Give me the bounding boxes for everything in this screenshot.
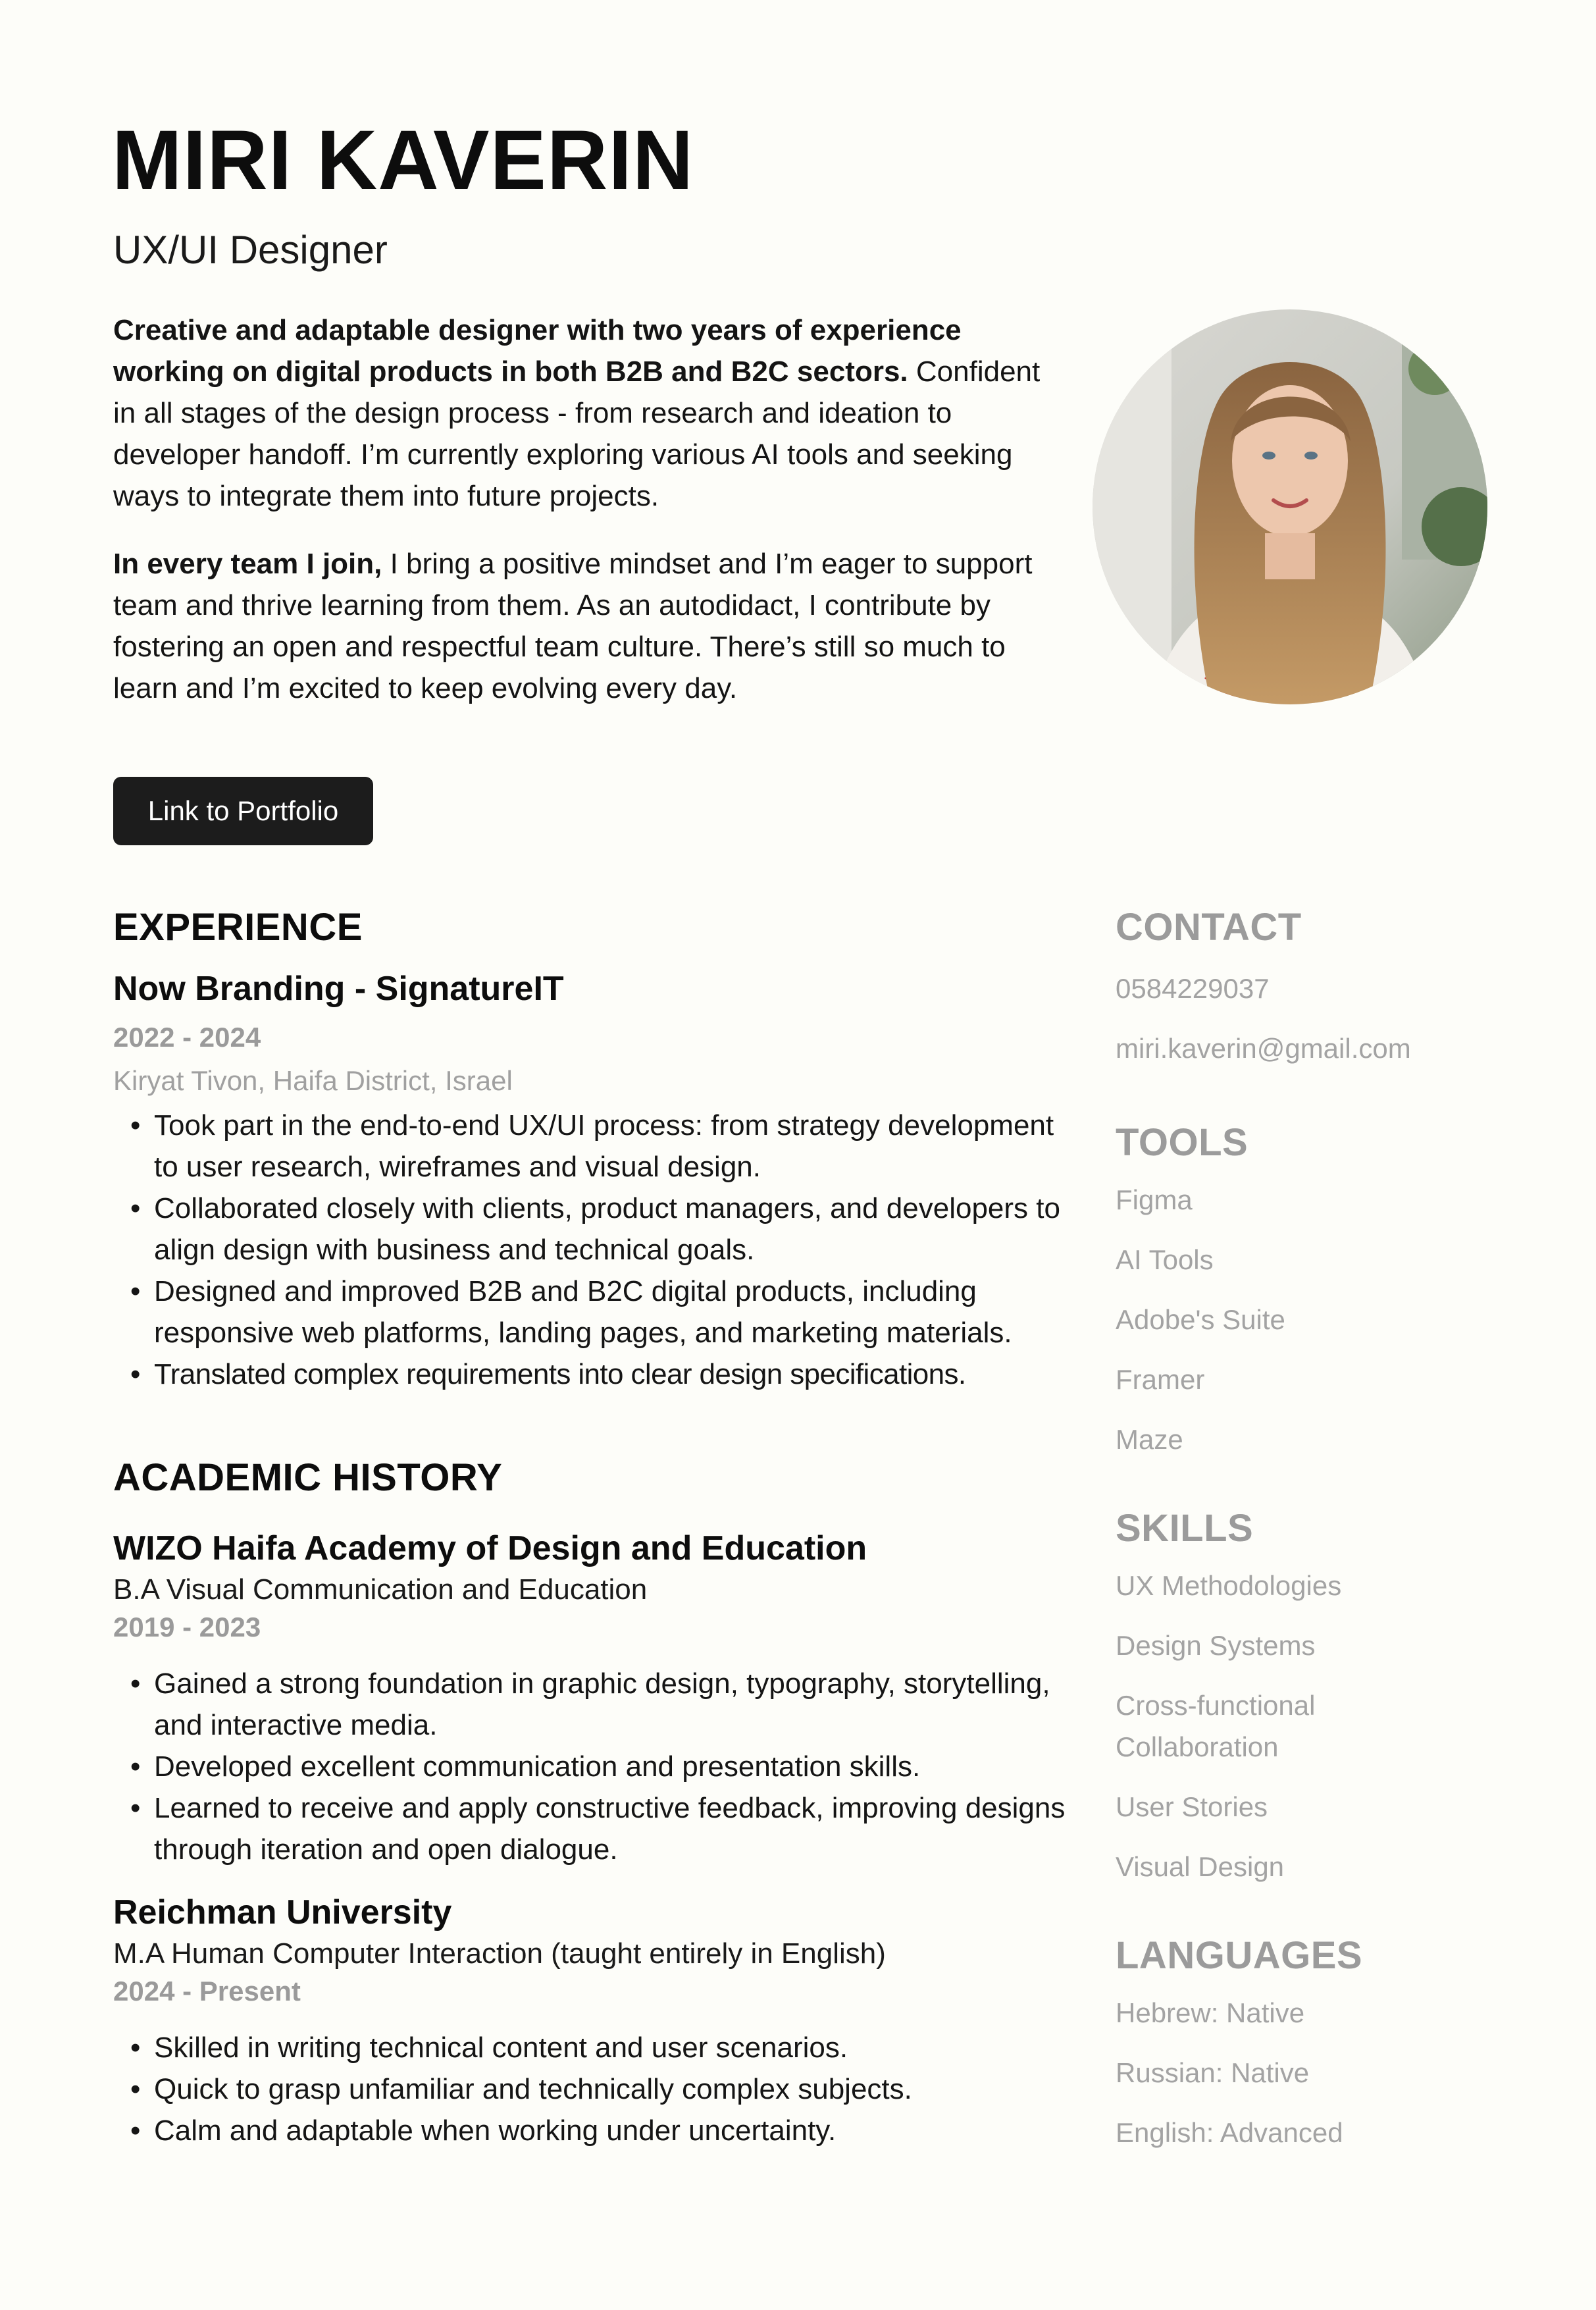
sidebar-column [1116, 905, 1510, 2153]
experience-bullets [113, 1105, 1068, 1395]
tool-item: Maze [1116, 1424, 1183, 1455]
tools-heading: TOOLS [1116, 1121, 1248, 1164]
tool-item: Adobe's Suite [1116, 1304, 1285, 1335]
school-years: 2019 - 2023 [113, 1612, 261, 1642]
school-years: 2024 - Present [113, 1976, 301, 2007]
profile-photo [1093, 309, 1487, 704]
academic-heading: ACADEMIC HISTORY [113, 1456, 503, 1499]
profile-photo-illustration [1093, 309, 1487, 704]
candidate-name: MIRI KAVERIN [112, 113, 694, 207]
list-item: • Learned to receive and apply constructive feedback, improving designs through iteration and open dialogue. [154, 1787, 1068, 1870]
skill-item: UX Methodologies [1116, 1570, 1342, 1601]
portfolio-link-button[interactable]: Link to Portfolio [113, 777, 373, 845]
school-degree: M.A Human Computer Interaction (taught entirely in English) [113, 1937, 886, 1970]
list-item: • Developed excellent communication and presentation skills. [154, 1746, 1068, 1787]
experience-heading: EXPERIENCE [113, 906, 363, 949]
language-item: Hebrew: Native [1116, 1997, 1305, 2028]
main-column [113, 905, 1068, 2151]
job-years: 2022 - 2024 [113, 1022, 261, 1053]
intro-summary [113, 309, 1054, 735]
list-item: • Translated complex requirements into clear design specifications. [154, 1353, 1068, 1395]
skills-heading: SKILLS [1116, 1507, 1254, 1550]
intro-p1-text: Confident in all stages of the design process - from research and ideation to developer handoff. I’m currently exploring various AI tools and seeking ways to integrate them into future projects. [113, 355, 1041, 512]
intro-p2-bold: In every team I join, [113, 548, 382, 580]
tool-item: Figma [1116, 1184, 1193, 1215]
skill-item: Cross-functional Collaboration [1116, 1690, 1316, 1762]
list-item: • Designed and improved B2B and B2C digital products, including responsive web platforms, landing pages, and marketing materials. [154, 1271, 1068, 1353]
intro-paragraph-1 [113, 309, 1054, 517]
school-name: WIZO Haifa Academy of Design and Education [113, 1529, 867, 1567]
intro-paragraph-2 [113, 543, 1054, 709]
list-item: • Took part in the end-to-end UX/UI process: from strategy development to user research, wireframes and visual design. [154, 1105, 1068, 1188]
contact-email[interactable]: miri.kaverin@gmail.com [1116, 1033, 1411, 1064]
list-item: • Quick to grasp unfamiliar and technically complex subjects. [154, 2068, 1068, 2110]
school-bullets [113, 2027, 1068, 2151]
contact-phone[interactable]: 0584229037 [1116, 973, 1270, 1004]
school-name: Reichman University [113, 1893, 452, 1931]
language-item: Russian: Native [1116, 2057, 1310, 2088]
skill-item: Design Systems [1116, 1630, 1316, 1661]
list-item: • Skilled in writing technical content and user scenarios. [154, 2027, 1068, 2068]
contact-heading: CONTACT [1116, 906, 1302, 949]
school-entry [113, 1529, 1068, 1870]
school-degree: B.A Visual Communication and Education [113, 1573, 648, 1606]
skill-item: User Stories [1116, 1791, 1268, 1822]
tool-item: AI Tools [1116, 1244, 1214, 1275]
languages-heading: LANGUAGES [1116, 1934, 1363, 1977]
candidate-role: UX/UI Designer [113, 228, 388, 272]
job-title: Now Branding - SignatureIT [113, 970, 564, 1008]
school-entry [113, 1893, 1068, 2151]
skill-item: Visual Design [1116, 1851, 1285, 1882]
intro-p2-text: I bring a positive mindset and I’m eager to support team and thrive learning from them. As an autodidact, I contribute by fostering an open and respectful team culture. There’s still so much to learn and I’m excited to keep evolving every day. [113, 548, 1033, 704]
intro-p1-bold: Creative and adaptable designer with two years of experience working on digital products in both B2B and B2C sectors. [113, 314, 962, 388]
list-item: • Gained a strong foundation in graphic design, typography, storytelling, and interactive media. [154, 1663, 1068, 1746]
list-item: • Collaborated closely with clients, product managers, and developers to align design with business and technical goals. [154, 1188, 1068, 1271]
job-location: Kiryat Tivon, Haifa District, Israel [113, 1065, 513, 1096]
school-bullets [113, 1663, 1068, 1870]
list-item: • Calm and adaptable when working under uncertainty. [154, 2110, 1068, 2151]
tool-item: Framer [1116, 1364, 1205, 1395]
language-item: English: Advanced [1116, 2117, 1343, 2148]
